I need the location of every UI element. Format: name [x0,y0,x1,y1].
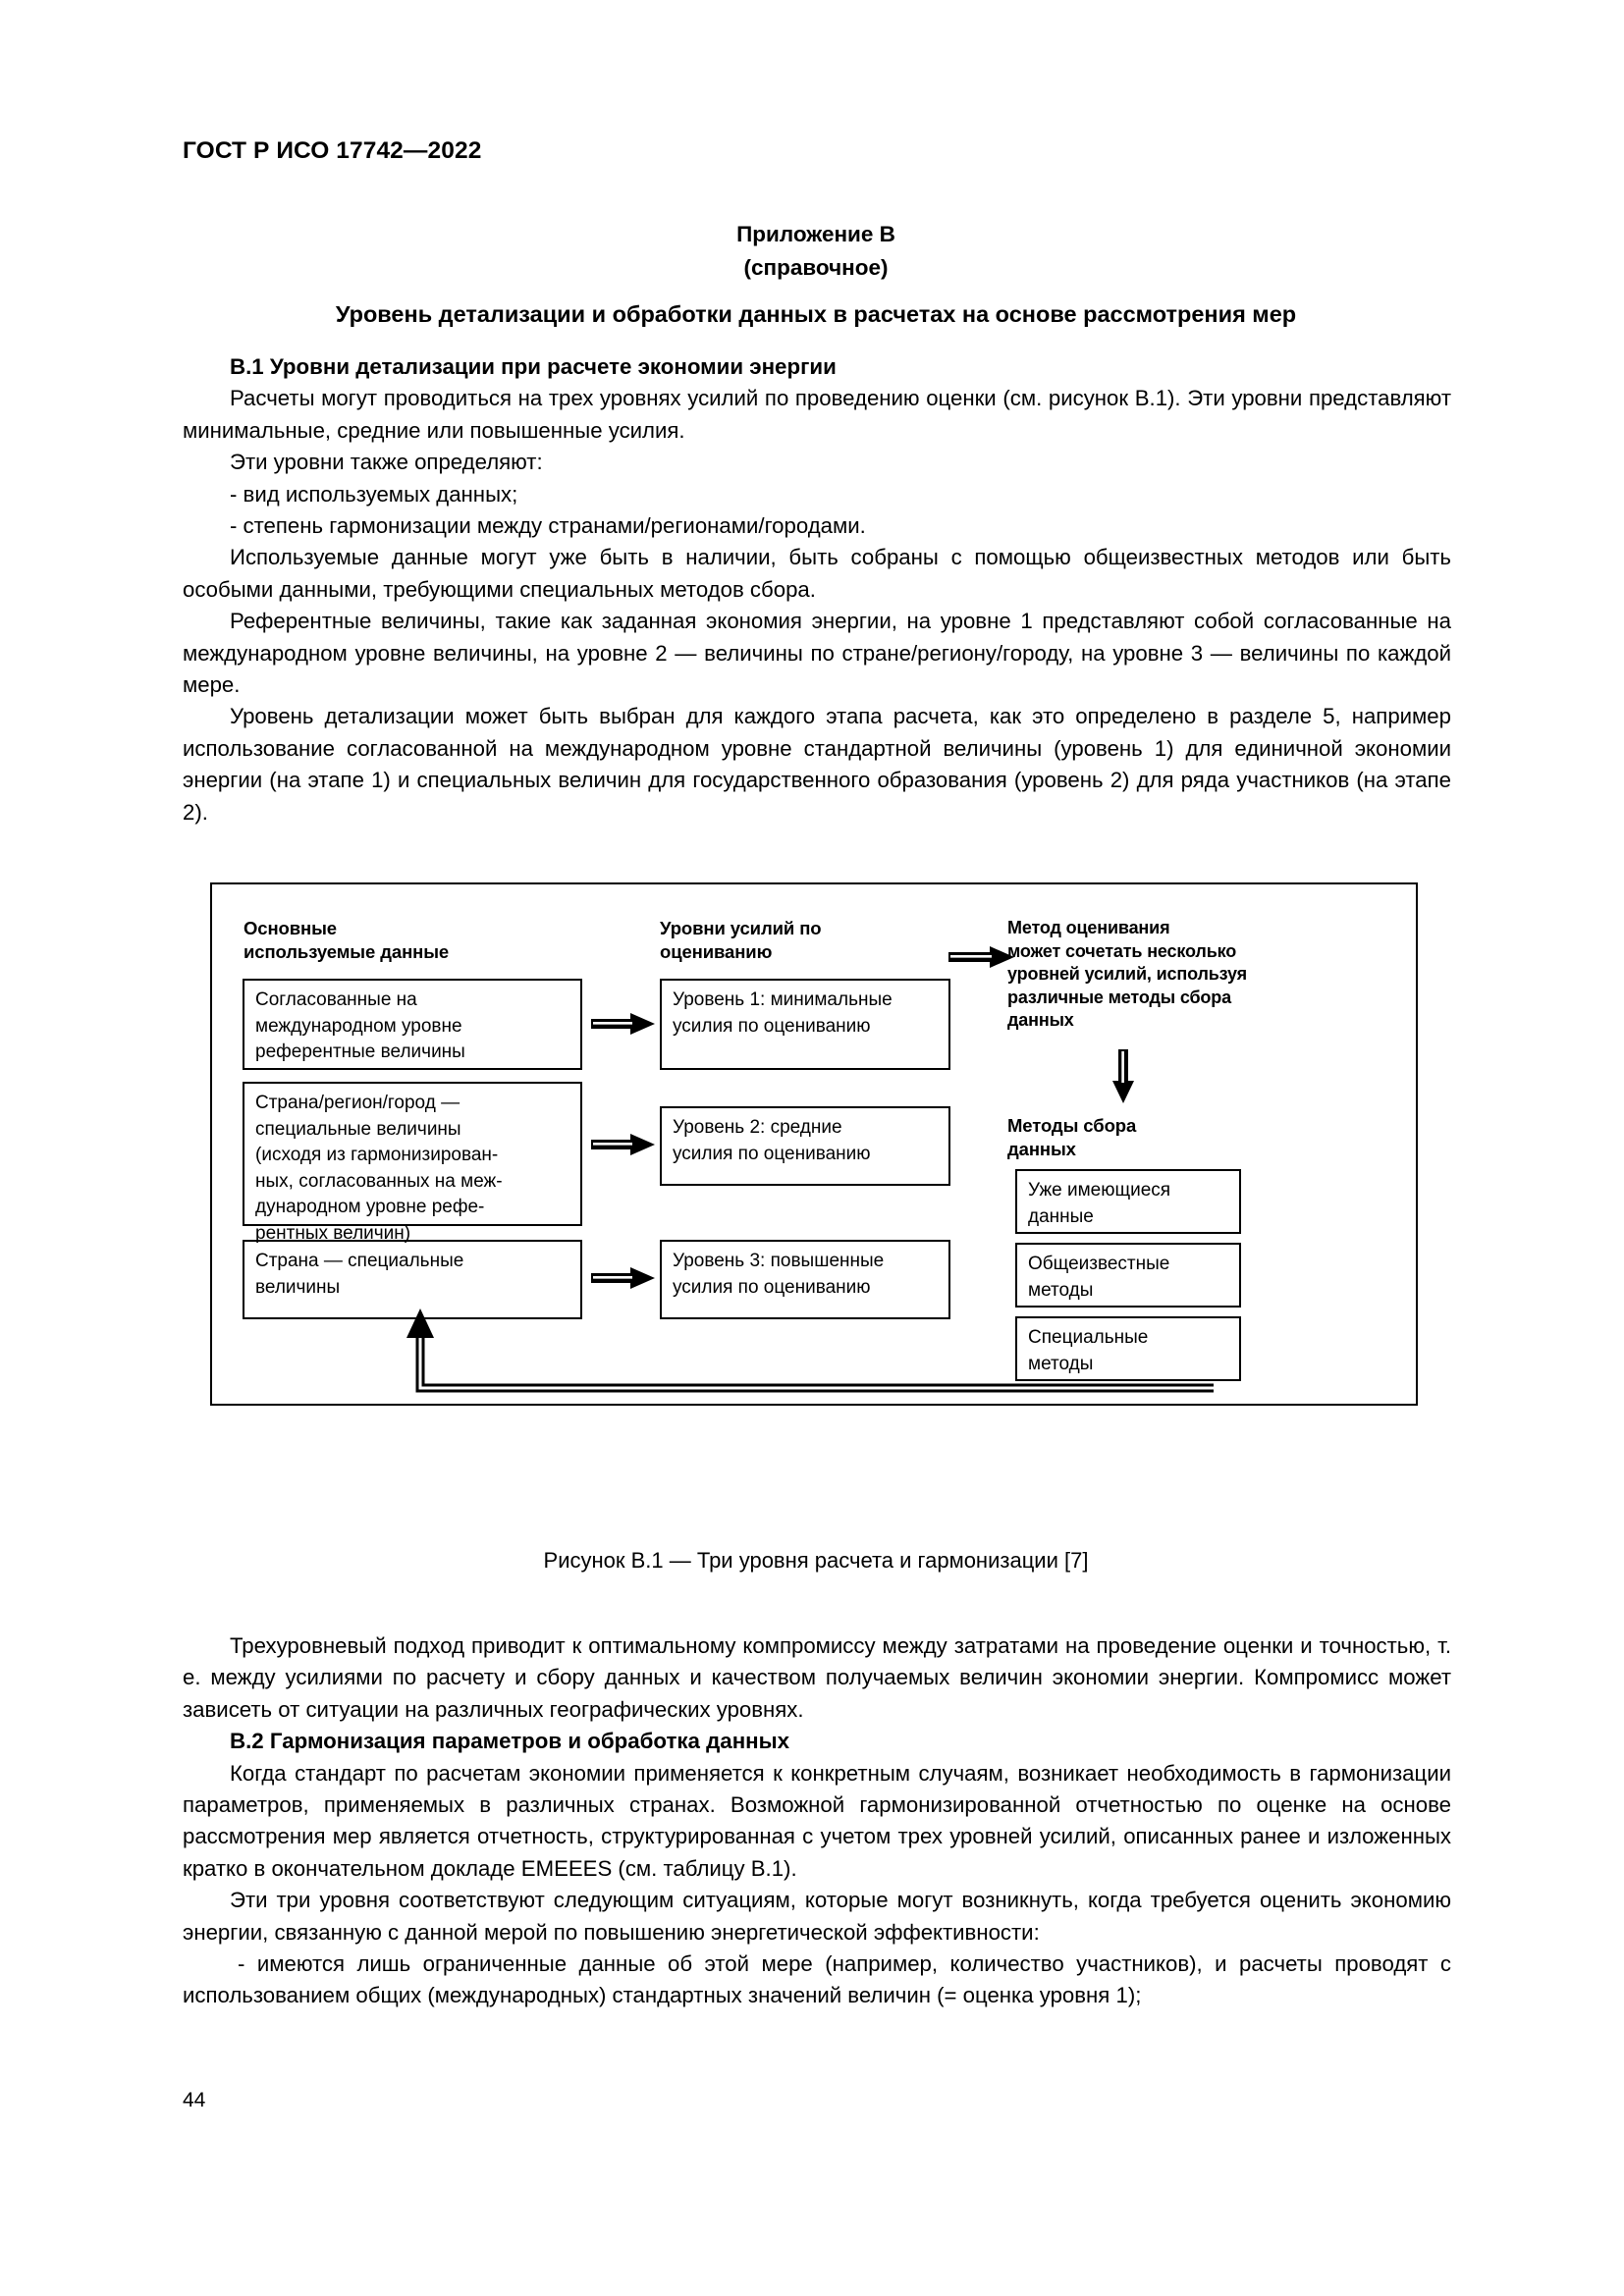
figure-box-method-3-line1: Специальные [1028,1327,1149,1348]
figure-box-left-2-line2: специальные величины [255,1118,461,1140]
section-b1-list-item-2: - степень гармонизации между странами/регионами/городами. [230,513,866,539]
figure-box-left-2-line4: ных, согласованных на меж- [255,1170,503,1192]
document-header: ГОСТ Р ИСО 17742—2022 [183,137,482,164]
figure-feedback-arrow-icon [310,1308,1223,1397]
figure-column-heading-effort-levels-line2: оцениванию [660,940,773,962]
figure-arrow-right-3-icon [591,1266,656,1290]
section-b2-heading: В.2 Гармонизация параметров и обработка данных [230,1729,790,1754]
figure-arrow-down-icon [1111,1049,1135,1104]
figure-box-level-3-line2: усилия по оцениванию [673,1276,871,1298]
annex-title: Уровень детализации и обработки данных в расчетах на основе рассмотрения мер [335,301,1297,327]
figure-column-heading-main-data [244,917,538,963]
section-b1-paragraph-2: Эти уровни также определяют: [230,450,543,475]
figure-box-method-1-line2: данные [1028,1205,1094,1227]
annex-kind: (справочное) [743,255,889,280]
figure-box-level-2 [660,1106,950,1186]
figure-column-heading-effort-levels-line1: Уровни усилий по [660,918,822,938]
figure-column-heading-main-data-line1: Основные [244,918,337,938]
figure-assessment-method-note [1007,917,1282,1033]
figure-arrow-right-4-icon [948,945,1015,969]
figure-box-method-3-line2: методы [1028,1353,1094,1374]
after-figure-block [183,1630,1451,2012]
page-number: 44 [183,2089,206,2111]
figure-box-left-2-line1: Страна/регион/город — [255,1093,460,1113]
figure-box-left-2-line3: (исходя из гармонизирован- [255,1145,499,1165]
figure-box-method-2-line2: методы [1028,1279,1094,1301]
figure-column-heading-collection-methods [1007,1114,1282,1160]
figure-assessment-method-note-body: может сочетать несколько уровней усилий, используя различные методы сбора данных [1007,940,1248,1030]
figure-arrow-right-1-icon [591,1012,656,1036]
figure-arrow-right-2-icon [591,1133,656,1156]
annex-label: Приложение В [736,222,895,246]
figure-column-heading-collection-methods-line2: данных [1007,1138,1076,1159]
section-b2-paragraph-1: Когда стандарт по расчетам экономии применяется к конкретным случаям, возникает необходимость в гармонизации параметров, применяемых в различных странах. Возможной гармонизированной отчетностью по оценке на основе рассмотрения мер является отчетность, структурированная с учетом трех уровней усилий, описанных ранее и изложенных кратко в окончательном докладе EMEEES (см. таблицу В.1). [183,1760,1451,1881]
annex-label-block [183,218,1449,285]
figure-b1-content [212,884,1416,1404]
figure-box-level-1-line1: Уровень 1: минимальные [673,989,893,1010]
figure-box-level-2-line2: усилия по оцениванию [673,1143,871,1164]
figure-box-left-1-line1: Согласованные на [255,989,417,1010]
figure-box-left-1-line2: международном уровне [255,1015,462,1037]
section-b2-paragraph-2: Эти три уровня соответствуют следующим ситуациям, которые могут возникнуть, когда требуется оценить экономию энергии, связанную с данной мерой по повышению энергетической эффективности: [183,1888,1451,1945]
figure-box-left-2-line6: рентных величин) [255,1222,411,1244]
figure-box-left-3 [243,1240,582,1319]
figure-box-level-3-line1: Уровень 3: повышенные [673,1251,885,1271]
figure-box-left-3-line1: Страна — специальные [255,1251,464,1271]
figure-b1-caption: Рисунок В.1 — Три уровня расчета и гармонизации [7] [543,1548,1089,1573]
figure-box-method-2 [1015,1243,1241,1308]
section-b1-list-item-1: - вид используемых данных; [230,481,518,507]
figure-box-left-2 [243,1082,582,1244]
figure-box-left-1 [243,979,582,1070]
figure-box-level-1 [660,979,950,1070]
section-b1-paragraph-5: Уровень детализации может быть выбран для каждого этапа расчета, как это определено в разделе 5, например использование согласованной на международном уровне стандартной величины (уровень 1) для единичной экономии энергии (на этапе 1) и специальных величин для государственного образования (уровень 2) для ряда участников (на этапе 2). [183,704,1451,825]
figure-column-heading-collection-methods-line1: Методы сбора [1007,1115,1137,1136]
figure-box-method-2-line1: Общеизвестные [1028,1254,1170,1274]
figure-column-heading-main-data-line2: используемые данные [244,940,450,962]
section-b1-paragraph-1: Расчеты могут проводиться на трех уровнях усилий по проведению оценки (см. рисунок В.1). Эти уровни представляют минимальные, средние или повышенные усилия. [183,386,1451,443]
figure-box-level-2-line1: Уровень 2: средние [673,1117,842,1138]
figure-box-left-1-line3: референтные величины [255,1041,465,1062]
figure-box-level-1-line2: усилия по оцениванию [673,1015,871,1037]
figure-box-method-1 [1015,1169,1241,1234]
figure-box-level-3 [660,1240,950,1319]
section-b1-block [183,351,1451,828]
figure-column-heading-effort-levels [660,917,954,963]
figure-box-method-1-line1: Уже имеющиеся [1028,1180,1171,1201]
figure-box-left-3-line2: величины [255,1276,341,1298]
section-b2-list-item-1: - имеются лишь ограниченные данные об этой мере (например, количество участников), и расчеты проводят с использованием общих (международных) стандартных значений величин (= оценка уровня 1); [183,1951,1451,2008]
section-b1-paragraph-3: Используемые данные могут уже быть в наличии, быть собраны с помощью общеизвестных методов или быть особыми данными, требующими специальных методов сбора. [183,545,1451,602]
figure-box-left-2-line5: дународном уровне рефе- [255,1197,485,1217]
section-b1-heading: В.1 Уровни детализации при расчете экономии энергии [230,354,837,379]
figure-b1 [210,882,1418,1406]
after-figure-paragraph-1: Трехуровневый подход приводит к оптимальному компромиссу между затратами на проведение оценки и точностью, т. е. между усилиями по расчету и сбору данных и качеством получаемых величин экономии энергии. Компромисс может зависеть от ситуации на различных географических уровнях. [183,1633,1451,1722]
figure-assessment-method-note-title: Метод оценивания [1007,918,1170,937]
section-b1-paragraph-4: Референтные величины, такие как заданная экономия энергии, на уровне 1 представляют собой согласованные на международном уровне величины, на уровне 2 — величины по стране/региону/городу, на уровне 3 — величины по каждой мере. [183,609,1451,698]
